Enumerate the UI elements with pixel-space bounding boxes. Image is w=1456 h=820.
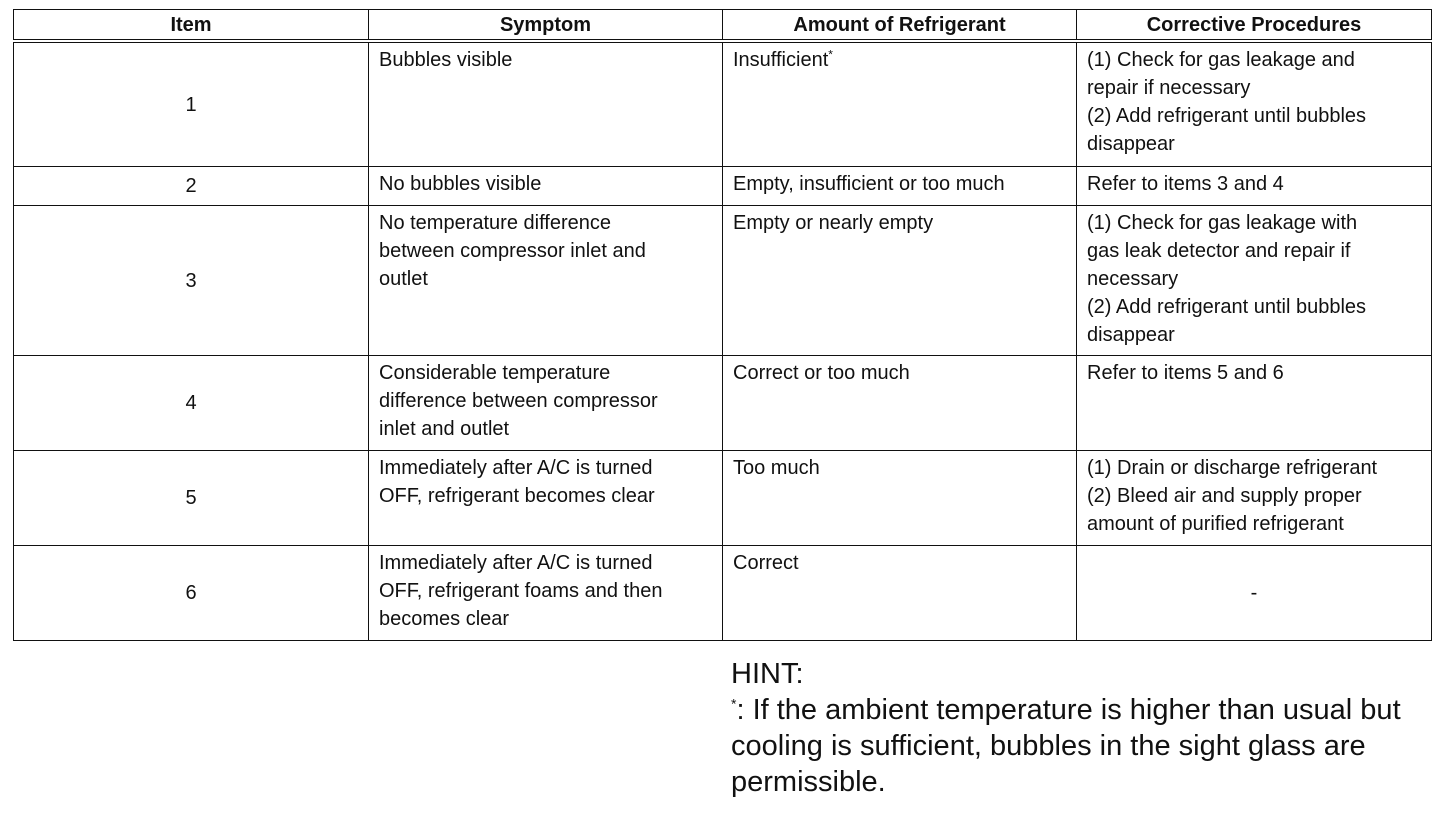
item-number: 3 (14, 206, 369, 356)
header-amount: Amount of Refrigerant (723, 10, 1077, 42)
header-symptom: Symptom (369, 10, 723, 42)
table-row (14, 356, 1432, 451)
hint-body (731, 692, 1431, 800)
symptom-line: No temperature difference (379, 212, 611, 234)
amount-text: Empty, insufficient or too much (733, 173, 1005, 195)
symptom-cell (369, 356, 723, 451)
hint-line (731, 692, 1431, 728)
symptom-line: OFF, refrigerant foams and then (379, 580, 663, 602)
procedure-line: gas leak detector and repair if (1087, 240, 1351, 262)
symptom-cell (369, 206, 723, 356)
hint-line-text: : If the ambient temperature is higher than usual but (736, 694, 1401, 726)
item-number: 1 (14, 41, 369, 167)
symptom-line: OFF, refrigerant becomes clear (379, 485, 655, 507)
hint-title: HINT: (731, 658, 804, 690)
symptom-line: Immediately after A/C is turned (379, 552, 653, 574)
item-number: 4 (14, 356, 369, 451)
procedure-line: - (1250, 582, 1258, 604)
amount-cell (723, 546, 1077, 641)
amount-cell (723, 356, 1077, 451)
amount-cell (723, 206, 1077, 356)
procedures-cell (1077, 356, 1432, 451)
procedure-line: disappear (1087, 324, 1175, 346)
amount-text: Correct (733, 552, 799, 574)
symptom-cell (369, 451, 723, 546)
symptom-cell (369, 167, 723, 206)
table-row (14, 167, 1432, 206)
procedure-line: repair if necessary (1087, 77, 1251, 99)
refrigerant-diagnosis-table (13, 9, 1432, 641)
item-number: 2 (14, 167, 369, 206)
footnote-mark: * (828, 47, 833, 62)
amount-text: Insufficient (733, 49, 829, 71)
symptom-line: inlet and outlet (379, 418, 510, 440)
amount-text: Correct or too much (733, 362, 910, 384)
item-number: 5 (14, 451, 369, 546)
procedure-line: (1) Drain or discharge refrigerant (1087, 457, 1378, 479)
symptom-line: Immediately after A/C is turned (379, 457, 653, 479)
table-row (14, 41, 1432, 167)
symptom-line: Bubbles visible (379, 49, 513, 71)
procedure-line: (1) Check for gas leakage with (1087, 212, 1358, 234)
header-item: Item (14, 10, 369, 42)
procedure-line: Refer to items 3 and 4 (1087, 173, 1284, 195)
hint-note (731, 656, 1431, 800)
item-number: 6 (14, 546, 369, 641)
table-row (14, 546, 1432, 641)
symptom-line: difference between compressor (379, 390, 658, 412)
procedure-line: (1) Check for gas leakage and (1087, 49, 1355, 71)
hint-line: cooling is sufficient, bubbles in the sight glass are (731, 730, 1366, 762)
symptom-line: becomes clear (379, 608, 510, 630)
footnote-mark: * (731, 695, 737, 712)
amount-text: Too much (733, 457, 820, 479)
amount-cell (723, 451, 1077, 546)
procedure-line: disappear (1087, 133, 1175, 155)
amount-cell (723, 41, 1077, 167)
procedure-line: (2) Add refrigerant until bubbles (1087, 105, 1367, 127)
amount-text: Empty or nearly empty (733, 212, 934, 234)
procedures-cell (1077, 206, 1432, 356)
hint-line: permissible. (731, 766, 886, 798)
procedure-line: necessary (1087, 268, 1179, 290)
symptom-cell (369, 41, 723, 167)
procedure-line: (2) Bleed air and supply proper (1087, 485, 1362, 507)
procedures-cell (1077, 41, 1432, 167)
procedures-cell (1077, 451, 1432, 546)
procedures-cell (1077, 546, 1432, 641)
symptom-line: No bubbles visible (379, 173, 542, 195)
amount-cell (723, 167, 1077, 206)
symptom-line: between compressor inlet and (379, 240, 646, 262)
procedures-cell (1077, 167, 1432, 206)
table-row (14, 206, 1432, 356)
procedure-line: amount of purified refrigerant (1087, 513, 1344, 535)
header-procedures: Corrective Procedures (1077, 10, 1432, 42)
symptom-line: Considerable temperature (379, 362, 611, 384)
symptom-cell (369, 546, 723, 641)
table-header-row (14, 10, 1432, 42)
table-row (14, 451, 1432, 546)
symptom-line: outlet (379, 268, 428, 290)
procedure-line: Refer to items 5 and 6 (1087, 362, 1284, 384)
procedure-line: (2) Add refrigerant until bubbles (1087, 296, 1367, 318)
